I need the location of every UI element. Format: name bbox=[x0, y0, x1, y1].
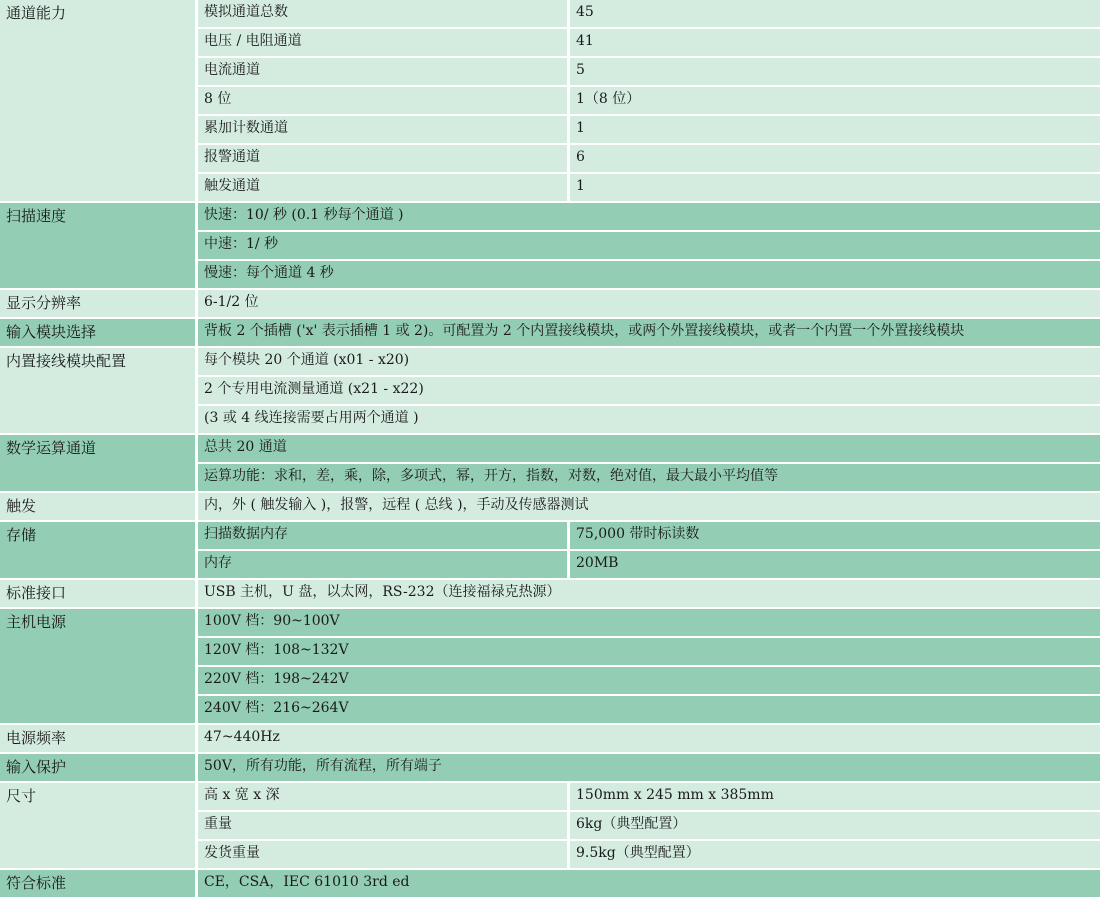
spec-value: 100V 档：90~100V bbox=[198, 609, 1100, 636]
spec-key: 电流通道 bbox=[198, 58, 567, 85]
spec-key: 电压 / 电阻通道 bbox=[198, 29, 567, 56]
spec-key: 高 x 宽 x 深 bbox=[198, 783, 567, 810]
spec-row bbox=[198, 754, 1100, 781]
spec-value: 2 个专用电流测量通道 (x21 - x22) bbox=[198, 377, 1100, 404]
spec-group-label: 符合标准 bbox=[0, 870, 195, 897]
spec-group bbox=[0, 522, 1100, 578]
spec-value: 50V，所有功能，所有流程，所有端子 bbox=[198, 754, 1100, 781]
spec-row bbox=[198, 667, 1100, 694]
spec-row bbox=[198, 870, 1100, 897]
spec-group bbox=[0, 725, 1100, 752]
spec-value: 41 bbox=[570, 29, 1100, 56]
spec-key: 内存 bbox=[198, 551, 567, 578]
spec-group bbox=[0, 0, 1100, 201]
spec-group bbox=[0, 290, 1100, 317]
spec-group-label: 尺寸 bbox=[0, 783, 195, 868]
spec-value: 快速：10/ 秒 (0.1 秒每个通道 ) bbox=[198, 203, 1100, 230]
spec-group-label: 数学运算通道 bbox=[0, 435, 195, 491]
spec-row bbox=[198, 435, 1100, 462]
spec-key: 扫描数据内存 bbox=[198, 522, 567, 549]
spec-key: 报警通道 bbox=[198, 145, 567, 172]
spec-value: 内，外 ( 触发输入 )，报警，远程 ( 总线 )，手动及传感器测试 bbox=[198, 493, 1100, 520]
spec-row bbox=[198, 464, 1100, 491]
spec-group bbox=[0, 203, 1100, 288]
spec-value: 47~440Hz bbox=[198, 725, 1100, 752]
spec-row bbox=[198, 348, 1100, 375]
spec-group bbox=[0, 580, 1100, 607]
spec-row bbox=[198, 203, 1100, 230]
spec-row bbox=[198, 377, 1100, 404]
spec-group-label: 标准接口 bbox=[0, 580, 195, 607]
spec-row bbox=[198, 145, 1100, 172]
spec-group-label: 存储 bbox=[0, 522, 195, 578]
spec-group-label: 通道能力 bbox=[0, 0, 195, 201]
spec-value: 1 bbox=[570, 174, 1100, 201]
spec-group-label: 输入模块选择 bbox=[0, 319, 195, 346]
spec-value: 慢速：每个通道 4 秒 bbox=[198, 261, 1100, 288]
spec-value: 1（8 位） bbox=[570, 87, 1100, 114]
spec-row bbox=[198, 725, 1100, 752]
spec-group-label: 内置接线模块配置 bbox=[0, 348, 195, 433]
spec-row bbox=[198, 522, 1100, 549]
spec-key: 8 位 bbox=[198, 87, 567, 114]
spec-key: 累加计数通道 bbox=[198, 116, 567, 143]
spec-value: 6-1/2 位 bbox=[198, 290, 1100, 317]
spec-row bbox=[198, 580, 1100, 607]
spec-group bbox=[0, 348, 1100, 433]
spec-row bbox=[198, 116, 1100, 143]
spec-row bbox=[198, 232, 1100, 259]
spec-value: 5 bbox=[570, 58, 1100, 85]
spec-key: 重量 bbox=[198, 812, 567, 839]
spec-row bbox=[198, 29, 1100, 56]
spec-value: 220V 档：198~242V bbox=[198, 667, 1100, 694]
spec-value: 45 bbox=[570, 0, 1100, 27]
spec-value: 1 bbox=[570, 116, 1100, 143]
spec-key: 模拟通道总数 bbox=[198, 0, 567, 27]
spec-value: 背板 2 个插槽 ('x' 表示插槽 1 或 2)。可配置为 2 个内置接线模块，或两个外置接线模块，或者一个内置一个外置接线模块 bbox=[198, 319, 1100, 346]
spec-row bbox=[198, 493, 1100, 520]
spec-row bbox=[198, 696, 1100, 723]
spec-value: CE，CSA，IEC 61010 3rd ed bbox=[198, 870, 1100, 897]
spec-group-label: 扫描速度 bbox=[0, 203, 195, 288]
spec-value: 240V 档：216~264V bbox=[198, 696, 1100, 723]
spec-row bbox=[198, 406, 1100, 433]
spec-value: 6kg（典型配置） bbox=[570, 812, 1100, 839]
spec-value: 20MB bbox=[570, 551, 1100, 578]
spec-group bbox=[0, 319, 1100, 346]
spec-value: 总共 20 通道 bbox=[198, 435, 1100, 462]
spec-group bbox=[0, 783, 1100, 868]
spec-row bbox=[198, 319, 1100, 346]
spec-value: (3 或 4 线连接需要占用两个通道 ) bbox=[198, 406, 1100, 433]
spec-group-label: 输入保护 bbox=[0, 754, 195, 781]
spec-group bbox=[0, 493, 1100, 520]
spec-value: USB 主机，U 盘，以太网，RS-232（连接福禄克热源） bbox=[198, 580, 1100, 607]
spec-group-label: 主机电源 bbox=[0, 609, 195, 723]
spec-key: 发货重量 bbox=[198, 841, 567, 868]
spec-value: 9.5kg（典型配置） bbox=[570, 841, 1100, 868]
spec-value: 中速：1/ 秒 bbox=[198, 232, 1100, 259]
spec-value: 120V 档：108~132V bbox=[198, 638, 1100, 665]
spec-row bbox=[198, 551, 1100, 578]
spec-group bbox=[0, 435, 1100, 491]
spec-row bbox=[198, 609, 1100, 636]
spec-row bbox=[198, 783, 1100, 810]
spec-row bbox=[198, 638, 1100, 665]
spec-group bbox=[0, 754, 1100, 781]
spec-group-label: 显示分辨率 bbox=[0, 290, 195, 317]
spec-row bbox=[198, 58, 1100, 85]
spec-group-label: 触发 bbox=[0, 493, 195, 520]
spec-row bbox=[198, 0, 1100, 27]
spec-row bbox=[198, 841, 1100, 868]
spec-value: 6 bbox=[570, 145, 1100, 172]
spec-row bbox=[198, 174, 1100, 201]
spec-row bbox=[198, 87, 1100, 114]
spec-group-label: 电源频率 bbox=[0, 725, 195, 752]
spec-row bbox=[198, 812, 1100, 839]
spec-group bbox=[0, 870, 1100, 897]
spec-value: 每个模块 20 个通道 (x01 - x20) bbox=[198, 348, 1100, 375]
spec-row bbox=[198, 261, 1100, 288]
spec-row bbox=[198, 290, 1100, 317]
spec-value: 150mm x 245 mm x 385mm bbox=[570, 783, 1100, 810]
spec-key: 触发通道 bbox=[198, 174, 567, 201]
spec-value: 运算功能：求和，差，乘，除，多项式，幂，开方，指数，对数，绝对值，最大最小平均值等 bbox=[198, 464, 1100, 491]
spec-group bbox=[0, 609, 1100, 723]
spec-value: 75,000 带时标读数 bbox=[570, 522, 1100, 549]
